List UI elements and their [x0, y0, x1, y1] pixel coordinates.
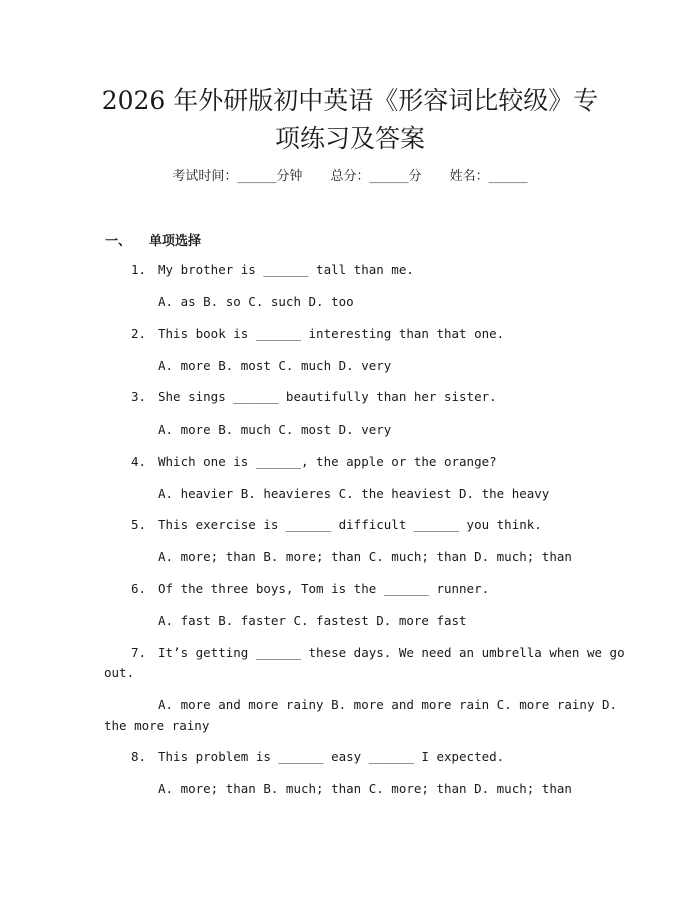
question-8-options: A. more; than B. much; than C. more; than D. much; than	[158, 781, 572, 796]
question-1-options: A. as B. so C. such D. too	[158, 294, 354, 309]
question-text: Which one is ______, the apple or the orange?	[158, 454, 497, 469]
question-text: It’s getting ______ these days. We need an umbrella when we go	[158, 645, 625, 660]
question-number: 6.	[131, 581, 147, 596]
question-text: This problem is ______ easy ______ I expected.	[158, 749, 505, 764]
question-number: 7.	[131, 645, 147, 660]
exam-info-bar	[0, 167, 700, 187]
question-5-options: A. more; than B. more; than C. much; than D. much; than	[158, 549, 572, 564]
exam-time-label: 考试时间：______分钟	[172, 169, 303, 184]
question-5	[131, 514, 542, 535]
question-number: 8.	[131, 749, 147, 764]
document-title-line2: 项练习及答案	[274, 124, 425, 153]
question-text: Of the three boys, Tom is the ______ runner.	[158, 581, 490, 596]
question-number: 1.	[131, 262, 147, 277]
question-6-options: A. fast B. faster C. fastest D. more fast	[158, 613, 467, 628]
question-text: This exercise is ______ difficult ______ you think.	[158, 517, 542, 532]
question-text: My brother is ______ tall than me.	[158, 262, 414, 277]
question-7-text-continuation: out.	[104, 665, 135, 680]
question-number: 5.	[131, 517, 147, 532]
question-1	[131, 259, 414, 280]
question-2	[131, 323, 504, 344]
question-7-options: A. more and more rainy B. more and more rain C. more rainy D.	[158, 697, 618, 712]
total-score-label: 总分：______分	[330, 169, 422, 184]
question-number: 2.	[131, 326, 147, 341]
question-6	[131, 578, 489, 599]
question-7-options-continuation: the more rainy	[104, 718, 210, 733]
section-heading	[105, 230, 201, 249]
question-text: This book is ______ interesting than that one.	[158, 326, 505, 341]
section-number: 一、	[105, 234, 132, 249]
question-8	[131, 746, 504, 767]
question-3	[131, 386, 497, 407]
question-2-options: A. more B. most C. much D. very	[158, 358, 392, 373]
student-name-label: 姓名：______	[449, 169, 528, 184]
question-text: She sings ______ beautifully than her sister.	[158, 389, 497, 404]
question-3-options: A. more B. much C. most D. very	[158, 422, 392, 437]
question-number: 3.	[131, 389, 147, 404]
question-4-options: A. heavier B. heavieres C. the heaviest D. the heavy	[158, 486, 550, 501]
document-title-line1: 2026 年外研版初中英语《形容词比较级》专	[101, 86, 599, 115]
section-title: 单项选择	[149, 234, 202, 249]
question-7	[131, 642, 625, 663]
question-number: 4.	[131, 454, 147, 469]
question-4	[131, 451, 497, 472]
